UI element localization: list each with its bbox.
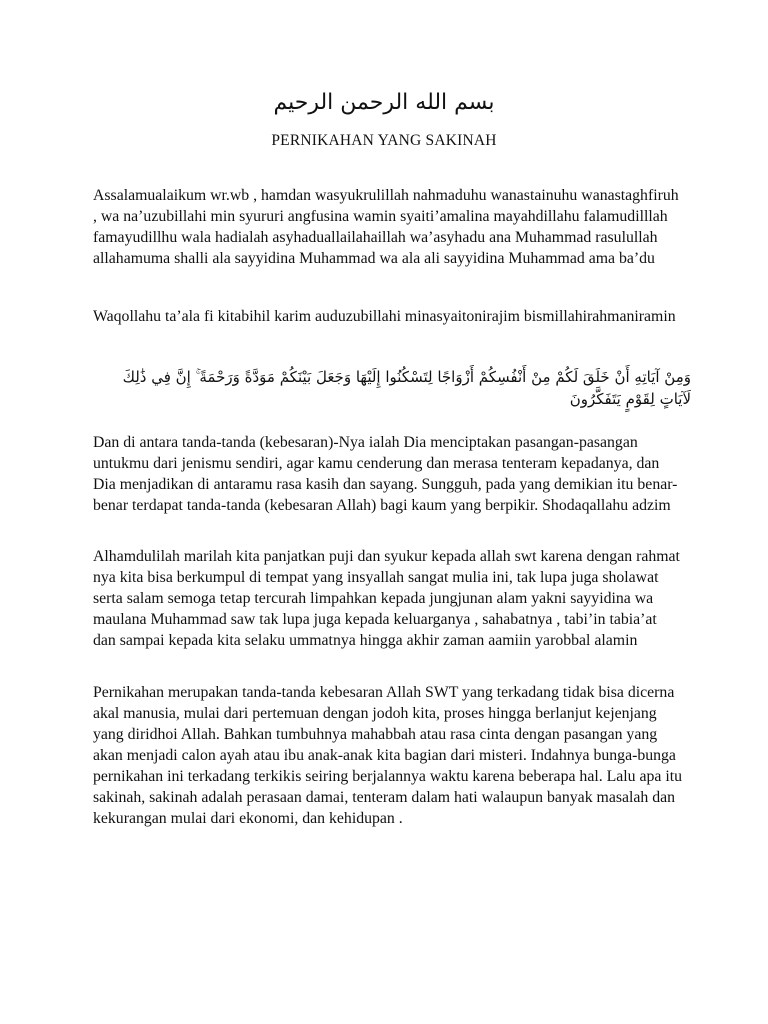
quote-intro-paragraph: Waqollahu ta’ala fi kitabihil karim auduzubillahi minasyaitonirajim bismillahirahmaniramin xyxy=(93,308,676,325)
arabic-verse: وَمِنْ آيَاتِهِ أَنْ خَلَقَ لَكُمْ مِنْ أَنْفُسِكُمْ أَزْوَاجًا لِتَسْكُنُوا إِلَيْهَا وَجَعَلَ بَيْنَكُمْ مَوَدَّةً وَرَحْمَةً ۚ إِنَّ فِي ذَٰلِكَ لَآيَاتٍ لِقَوْمٍ يَتَفَكَّرُونَ xyxy=(122,368,691,408)
gratitude-paragraph: Alhamdulilah marilah kita panjatkan puji dan syukur kepada allah swt karena dengan rahmat nya kita bisa berkumpul di tempat yang insyallah sangat mulia ini, tak lupa juga sholawat serta salam semoga tetap tercurah limpahkan kepada jungjunan alam yakni sayyidina wa maulana Muhammad saw tak lupa juga kepada keluarganya , sahabatnya , tabi’in tabia’at dan sampai kepada kita selaku ummatnya hingga akhir zaman aamiin yarobbal alamin xyxy=(93,548,680,649)
document-title: PERNIKAHAN YANG SAKINAH xyxy=(271,132,497,149)
opening-paragraph: Assalamualaikum wr.wb , hamdan wasyukrulillah nahmaduhu wanastainuhu wanastaghfiruh , wa na’uzubillahi min syururi angfusina wamin syaiti’amalina mayahdillahu falamudilllah famayudillhu wala hadialah asyhaduallailahaillah wa’asyhadu ana Muhammad rasulullah allahamuma shalli ala sayyidina Muhammad wa ala ali sayyidina Muhammad ama ba’du xyxy=(93,187,679,267)
basmalah-heading: بسم الله الرحمن الرحيم xyxy=(273,90,495,115)
sakinah-paragraph: Pernikahan merupakan tanda-tanda kebesaran Allah SWT yang terkadang tidak bisa dicerna akal manusia, mulai dari pertemuan dengan jodoh kita, proses hingga berlanjut kejenjang yang diridhoi Allah. Bahkan tumbuhnya mahabbah atau rasa cinta dengan pasangan yang akan menjadi calon ayah atau ibu anak-anak kita bagian dari misteri. Indahnya bunga-bunga pernikahan ini terkadang terkikis seiring berjalannya waktu karena beberapa hal. Lalu apa itu sakinah, sakinah adalah perasaan damai, tenteram dalam hati walaupun banyak masalah dan kekurangan mulai dari ekonomi, dan kehidupan . xyxy=(93,684,683,827)
verse-translation-paragraph: Dan di antara tanda-tanda (kebesaran)-Nya ialah Dia menciptakan pasangan-pasangan untukmu dari jenismu sendiri, agar kamu cenderung dan merasa tenteram kepadanya, dan Dia menjadikan di antaramu rasa kasih dan sayang. Sungguh, pada yang demikian itu benar-benar terdapat tanda-tanda (kebesaran Allah) bagi kaum yang berpikir. Shodaqallahu adzim xyxy=(93,434,678,514)
